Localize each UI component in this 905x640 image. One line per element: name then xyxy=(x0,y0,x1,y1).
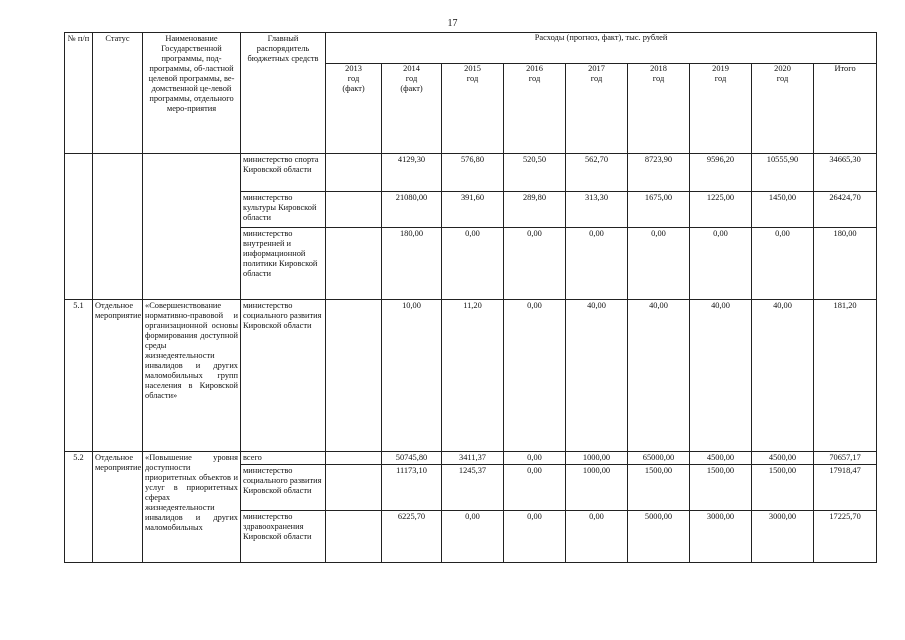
header-status: Статус xyxy=(93,33,143,154)
header-year-7 xyxy=(752,63,814,153)
cell-value-3: 520,50 xyxy=(504,154,566,192)
cell-value-3: 0,00 xyxy=(504,511,566,563)
cell-value-7: 10555,90 xyxy=(752,154,814,192)
header-year-note: год xyxy=(652,73,665,83)
cell-value-1: 21080,00 xyxy=(382,192,442,228)
header-year-1 xyxy=(382,63,442,153)
table-row xyxy=(65,300,877,452)
cell-value-6: 40,00 xyxy=(690,300,752,452)
cell-value-5: 65000,00 xyxy=(628,452,690,465)
cell-value-7: 3000,00 xyxy=(752,511,814,563)
cell-value-3: 289,80 xyxy=(504,192,566,228)
cell-value-3: 0,00 xyxy=(504,228,566,300)
cell-value-4: 0,00 xyxy=(566,511,628,563)
cell-value-0 xyxy=(326,511,382,563)
header-year-0 xyxy=(326,63,382,153)
cell-value-2: 391,60 xyxy=(442,192,504,228)
cell-value-4: 313,30 xyxy=(566,192,628,228)
table-body xyxy=(65,154,877,563)
cell-name: «Повышение уровня доступности приоритетных объектов и услуг в приоритетных сферах жизнедеятельности инвалидов и других маломобильных xyxy=(143,452,241,563)
cell-value-1: 11173,10 xyxy=(382,465,442,511)
cell-value-6: 1225,00 xyxy=(690,192,752,228)
cell-value-2: 1245,37 xyxy=(442,465,504,511)
cell-status xyxy=(93,154,143,300)
cell-value-2: 0,00 xyxy=(442,511,504,563)
cell-status: Отдельное мероприятие xyxy=(93,452,143,563)
cell-value-2: 11,20 xyxy=(442,300,504,452)
header-year-2 xyxy=(442,63,504,153)
cell-value-5: 8723,90 xyxy=(628,154,690,192)
header-number: № п/п xyxy=(65,33,93,154)
header-year-value: 2013 xyxy=(345,63,362,73)
cell-value-6: 0,00 xyxy=(690,228,752,300)
cell-value-1: 6225,70 xyxy=(382,511,442,563)
header-year-value: 2019 xyxy=(712,63,729,73)
header-year-value: 2017 xyxy=(588,63,605,73)
header-expenses-title: Расходы (прогноз, факт), тыс. рублей xyxy=(326,33,877,64)
cell-value-7: 0,00 xyxy=(752,228,814,300)
cell-value-8: 17918,47 xyxy=(814,465,877,511)
expenses-table xyxy=(64,32,877,563)
cell-value-1: 4129,30 xyxy=(382,154,442,192)
cell-value-3: 0,00 xyxy=(504,300,566,452)
page-number: 17 xyxy=(447,18,458,29)
cell-value-0 xyxy=(326,228,382,300)
header-manager: Главный распорядитель бюджетных средств xyxy=(241,33,326,154)
cell-value-8: 17225,70 xyxy=(814,511,877,563)
cell-manager: министерство здравоохранения Кировской области xyxy=(241,511,326,563)
cell-value-0 xyxy=(326,154,382,192)
cell-value-0 xyxy=(326,192,382,228)
cell-value-0 xyxy=(326,300,382,452)
header-year-value: 2020 xyxy=(774,63,791,73)
header-year-note: год xyxy=(347,73,360,83)
cell-manager: министерство социального развития Кировской области xyxy=(241,300,326,452)
header-name: Наименование Государственной программы, под-программы, об-ластной целевой программы, ве-домственной це-левой программы, отдельного меро-приятия xyxy=(143,33,241,154)
cell-value-8: 70657,17 xyxy=(814,452,877,465)
cell-name xyxy=(143,154,241,300)
cell-value-7: 1500,00 xyxy=(752,465,814,511)
cell-value-8: 34665,30 xyxy=(814,154,877,192)
header-year-note: год xyxy=(590,73,603,83)
cell-value-5: 1500,00 xyxy=(628,465,690,511)
cell-manager: министерство внутренней и информационной политики Кировской области xyxy=(241,228,326,300)
cell-value-2: 0,00 xyxy=(442,228,504,300)
cell-num: 5.2 xyxy=(65,452,93,563)
cell-value-6: 9596,20 xyxy=(690,154,752,192)
cell-value-5: 5000,00 xyxy=(628,511,690,563)
cell-name: «Совершенствование нормативно-правовой и организационной основы формирования доступной среды жизнедеятельности инвалидов и других маломобильных групп населения в Кировской области» xyxy=(143,300,241,452)
cell-num: 5.1 xyxy=(65,300,93,452)
header-year-value: 2014 xyxy=(403,63,420,73)
cell-value-3: 0,00 xyxy=(504,465,566,511)
cell-value-5: 1675,00 xyxy=(628,192,690,228)
cell-value-4: 1000,00 xyxy=(566,452,628,465)
cell-value-6: 3000,00 xyxy=(690,511,752,563)
cell-manager: министерство спорта Кировской области xyxy=(241,154,326,192)
table-row xyxy=(65,154,877,192)
cell-value-4: 0,00 xyxy=(566,228,628,300)
header-year-note: год xyxy=(466,73,479,83)
cell-value-5: 0,00 xyxy=(628,228,690,300)
header-year-kind: (факт) xyxy=(400,83,423,93)
cell-manager: министерство социального развития Кировской области xyxy=(241,465,326,511)
cell-num xyxy=(65,154,93,300)
cell-value-8: 180,00 xyxy=(814,228,877,300)
header-year-4 xyxy=(566,63,628,153)
cell-value-2: 576,80 xyxy=(442,154,504,192)
cell-status: Отдельное мероприятие xyxy=(93,300,143,452)
cell-value-6: 1500,00 xyxy=(690,465,752,511)
header-year-value: 2016 xyxy=(526,63,543,73)
cell-manager: министерство культуры Кировской области xyxy=(241,192,326,228)
header-year-note: год xyxy=(714,73,727,83)
cell-value-4: 40,00 xyxy=(566,300,628,452)
header-year-value: 2018 xyxy=(650,63,667,73)
cell-value-0 xyxy=(326,465,382,511)
cell-value-7: 1450,00 xyxy=(752,192,814,228)
cell-value-4: 562,70 xyxy=(566,154,628,192)
cell-value-7: 40,00 xyxy=(752,300,814,452)
cell-manager: всего xyxy=(241,452,326,465)
header-year-3 xyxy=(504,63,566,153)
header-year-6 xyxy=(690,63,752,153)
header-year-kind: (факт) xyxy=(342,83,365,93)
cell-value-3: 0,00 xyxy=(504,452,566,465)
header-year-5 xyxy=(628,63,690,153)
cell-value-1: 180,00 xyxy=(382,228,442,300)
cell-value-2: 3411,37 xyxy=(442,452,504,465)
cell-value-1: 10,00 xyxy=(382,300,442,452)
cell-value-5: 40,00 xyxy=(628,300,690,452)
cell-value-1: 50745,80 xyxy=(382,452,442,465)
header-total: Итого xyxy=(814,63,877,153)
header-year-value: 2015 xyxy=(464,63,481,73)
cell-value-7: 4500,00 xyxy=(752,452,814,465)
cell-value-8: 26424,70 xyxy=(814,192,877,228)
cell-value-8: 181,20 xyxy=(814,300,877,452)
cell-value-0 xyxy=(326,452,382,465)
cell-value-6: 4500,00 xyxy=(690,452,752,465)
header-year-note: год xyxy=(528,73,541,83)
cell-value-4: 1000,00 xyxy=(566,465,628,511)
header-year-note: год xyxy=(776,73,789,83)
table-row xyxy=(65,452,877,465)
header-year-note: год xyxy=(405,73,418,83)
